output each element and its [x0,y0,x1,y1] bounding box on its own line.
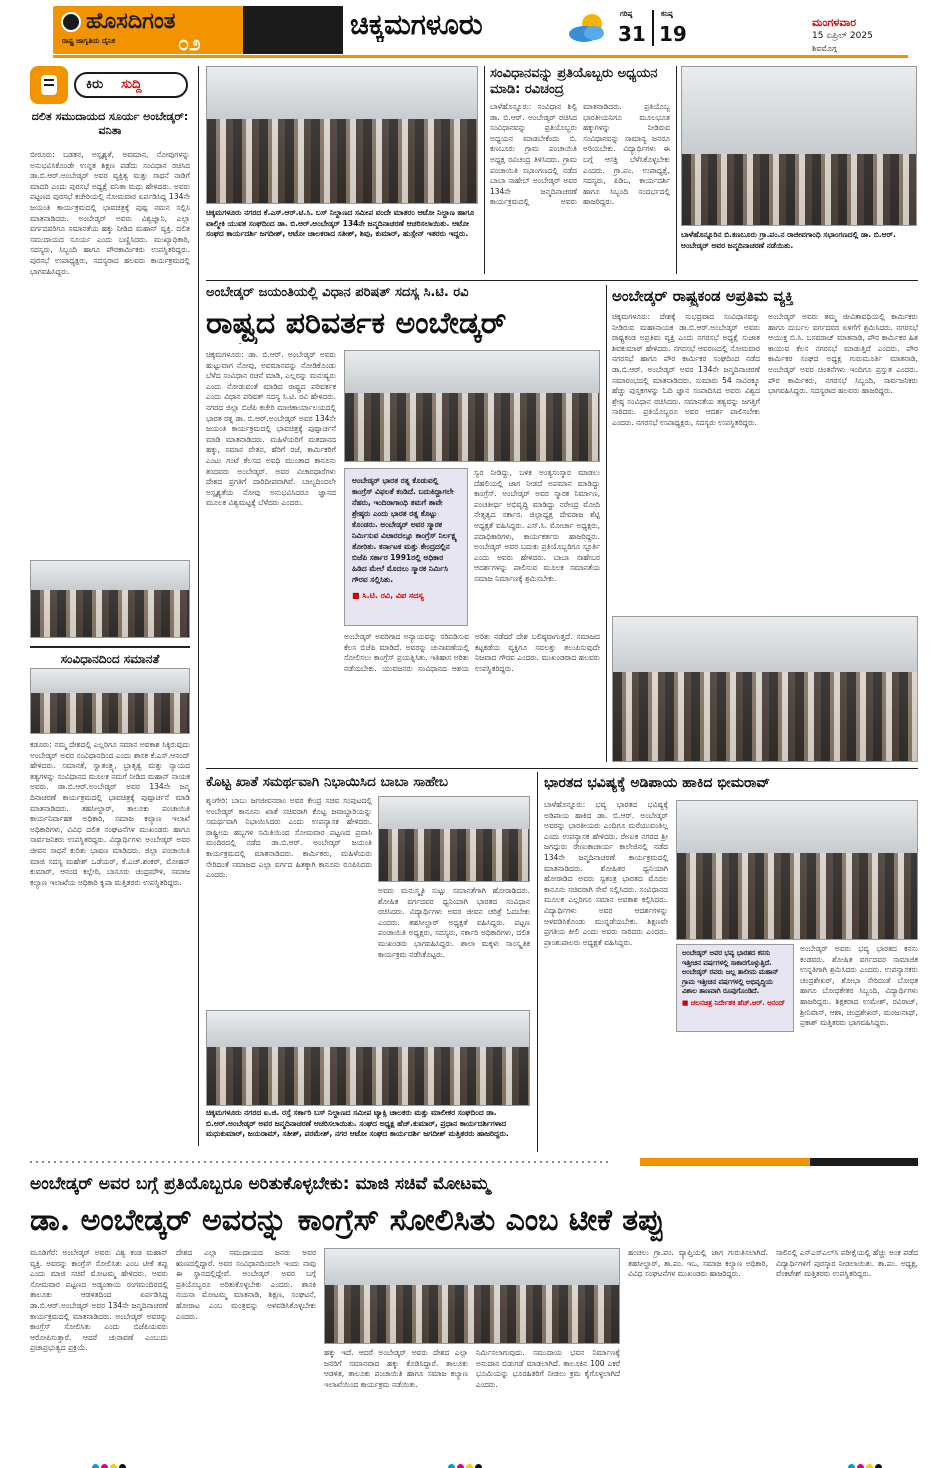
top-photo-caption: ಚಿಕ್ಕಮಗಳೂರು ನಗರದ ಕೆ.ಎಸ್.ಆರ್.ಟಿ.ಸಿ. ಬಸ್ ನಿಲ್ದಾಣದ ಸಮೀಪ ವಂದೇ ಮಾತರಂ ಆಟೋ ನಿಲ್ದಾಣ ಹಾಗೂ ವಾಲ್ಮೀಕಿ ಯುವಕ ಸಂಘದಿಂದ ಡಾ. ಬಿ.ಆರ್.ಅಂಬೇಡ್ಕರ್ 134ನೇ ಜನ್ಮದಿನಾಚರಣೆ ಆಚರಿಸಲಾಯಿತು. ಆಟೋ ಸಂಘದ ಕಾರ್ಯದರ್ಶಿ ಜಗದೀಶ್, ಆಟೋ ಚಾಲಕರಾದ ಸತೀಶ್, ಶಿವು, ಕುಮಾರ್, ಹುಸ್ಸೇನ್ ಇತರರು ಇದ್ದರು. [206,208,475,238]
lead-headline: ರಾಷ್ಟ್ರದ ಪರಿವರ್ತಕ ಅಂಬೇಡ್ಕರ್ [206,306,507,341]
black-dot [119,1464,126,1468]
lead-col1: ಚಿಕ್ಕಮಗಳೂರು: ಡಾ. ಬಿ.ಆರ್. ಅಂಬೇಡ್ಕರ್ ಅವರು ಹುಟ್ಟುವಾಗ ನೋವು, ಅವಮಾನವನ್ನು ನೋಡಿಕೊಂಡು ಬೆಳೆದ ಸಂವಿಧಾನ ರಚನೆ ಮಾಡಿ, ಎಲ್ಲರನ್ನು ಮನುಷ್ಯರು ಎಂದು ನೋಡುವಂತೆ ಮಾಡಿದ ರಾಷ್ಟ್ರದ ಪರಿವರ್ತಕ ಎಂದು ವಿಧಾನ ಪರಿಷತ್ ಸದಸ್ಯ ಸಿ.ಟಿ. ರವಿ ಹೇಳಿದರು. ನಗರದ ಜಿಲ್ಲಾ ಬಿಜೆಪಿ ಕಚೇರಿ ಮಾಜಿಕಾರ್ಯಾಲಯದಲ್ಲಿ ಭಾರತ ರತ್ನ ಡಾ. ಬಿ.ಆರ್.ಅಂಬೇಡ್ಕರ್ ಅವರ 134ನೇ ಜಯಂತಿ ಕಾರ್ಯಕ್ರಮದಲ್ಲಿ ಭಾವಚಿತ್ರಕ್ಕೆ ಪುಷ್ಪಾರ್ಚನೆ ಮಾಡಿ ಮಾತನಾಡಿದರು. ಮಹಿಳೆಯರಿಗೆ ಮತದಾನದ ಹಕ್ಕು, ಸಮಾನ ವೇತನ, ಹೆರಿಗೆ ರಜೆ, ಕಾರ್ಮಿಕರಿಗೆ ಎಂಟು ಗಂಟೆ ಕೆಲಸದ ಅವಧಿ ಮುಂತಾದ ಕಾನೂನು ತಂದವರು ಅಂಬೇಡ್ಕರ್. ಅವರ ವಿಚಾರಧಾರೆಗಳು ದೇಶದ ಪ್ರಗತಿಗೆ ದಾರಿದೀಪವಾಗಿವೆ. ಬಾಲ್ಯದಿಂದಲೇ ಅಸ್ಪೃಶ್ಯತೆಯ ನೋವು ಅನುಭವಿಸಿದರೂ ಜ್ಞಾನದ ಮೂಲಕ ವಿಶ್ವಮಟ್ಟಕ್ಕೆ ಬೆಳೆದರು ಎಂದರು. [206,350,336,508]
magenta-dot [457,1464,464,1468]
balehonnur-photo [681,66,917,226]
col-rule-4 [537,772,538,1152]
registration-dots-right [848,1456,884,1468]
cyan-dot [92,1464,99,1468]
bhimarao-quote: ಅಂಬೇಡ್ಕರ್ ಅವರ ಭವ್ಯ ಭಾರತದ ಕನಸು ಇತ್ತೀಚಿನ ವರ್ಷಗಳಲ್ಲಿ ಸಾಕಾರಗೊಳ್ಳುತ್ತಿದೆ. ಅಂಬೇಡ್ಕರ್ ರವರು ಜಲ್ಲ ತಾಲೀಮ ಮಹಾನ್ ಗ್ರಾಮ ಇತ್ತೀಚಿನ ವರ್ಷಗಳಲ್ಲಿ ಅಭಿವೃದ್ಧಿಯ ವಿಶಾಲ ತಾಣವಾಗಿ ರೂಪುಗೊಂಡಿದೆ. [682,949,779,996]
motamma-col5: ಹಂಚಲು ಗ್ರಾ.ಪಂ. ವ್ಯಾಪ್ತಿಯಲ್ಲಿ ಜಾಗ ಗುರುತಿಸಲಾಗಿದೆ. ತಹಸೀಲ್ದಾರ್, ತಾ.ಪಂ. ಇಒ, ಸಮಾಜ ಕಲ್ಯಾಣ ಅಧಿಕಾರಿ, ವಿವಿಧ ಸಂಘಟನೆಗಳ ಮುಖಂಡರು ಹಾಜರಿದ್ದರು. [628,1248,768,1279]
kirusuddi-label-b: ಸುದ್ದಿ [121,77,142,92]
masthead-dark-band [243,6,343,54]
lead-quote: ಅಂಬೇಡ್ಕರ್ ಭಾರತ ರತ್ನ ಕೊಡುವಲ್ಲಿ ಕಾಂಗ್ರೆಸ್ ವಿಫಲತೆ ಕಂಡಿದೆ. ಬದುಕಿದ್ದಾಗಲೇ ನೆಹರು, ಇಂದಿರಾಗಾಂಧಿ ತಮಗೆ ತಾವೇ ಶ್ರೇಷ್ಠರು ಎಂದು ಭಾರತ ರತ್ನ ಕೊಟ್ಟು ಕೊಂಡರು. ಅಂಬೇಡ್ಕರ್ ಅವರ ಸ್ಮಾರಕ ನಿರ್ಮಿಸುವ ವಿಚಾರದಲ್ಲೂ ಕಾಂಗ್ರೆಸ್ ನಿರ್ಲಕ್ಷ್ಯ ತೋರಿತು. ಕರ್ನಾಟಕ ಮತ್ತು ಕೇಂದ್ರದಲ್ಲಿನ ಬಿಜೆಪಿ ಸರ್ಕಾರ 1991ರಲ್ಲಿ ಅಧಿಕಾರ ಹಿಡಿದ ಮೇಲೆ ಮೊದಲು ಸ್ಮಾರಕ ನಿರ್ಮಿಸಿ ಗೌರವ ಸಲ್ಲಿಸಿತು. [352,476,457,584]
brief1-body: ಬೀರೂರು: ಬಡತನ, ಅಸ್ಪೃಶ್ಯತೆ, ಅವಮಾನ, ನೋವುಗಳನ್ನು ಅನುಭವಿಸಿಕೊಂಡೇ ಉನ್ನತ ಶಿಕ್ಷಣ ಪಡೆದು ಸಂವಿಧಾನ ರಚಿಸಿದ ಡಾ.ಬಿ.ಆರ್.ಅಂಬೇಡ್ಕರ್ ಅವರ ವ್ಯಕ್ತಿತ್ವ ಮತ್ತು ಸಾಧನೆ ನಾಡಿಗೆ ಮಾದರಿ ಎಂದು ಪುರಸಭೆ ಅಧ್ಯಕ್ಷೆ ವನಿತಾ ಮಧು ಹೇಳಿದರು. ಅವರು ಪಟ್ಟಣದ ಪುರಸಭೆ ಕಚೇರಿಯಲ್ಲಿ ಸೋಮವಾರ ಏರ್ಪಡಿಸಿದ್ದ 134ನೇ ಜಯಂತಿ ಕಾರ್ಯಕ್ರಮದಲ್ಲಿ ಭಾವಚಿತ್ರಕ್ಕೆ ಪುಷ್ಪ ನಮನ ಸಲ್ಲಿಸಿ ಮಾತನಾಡಿದರು. ಅಂಬೇಡ್ಕರ್ ಅವರು ವಿಶ್ವಜ್ಞಾನಿ, ಎಲ್ಲಾ ವರ್ಗದವರಿಗೂ ಸಮಾನತೆಯ ಹಕ್ಕು ನೀಡಿದ ಮಹಾನ್ ವ್ಯಕ್ತಿ. ದಲಿತ ಸಮುದಾಯದ ಸೂರ್ಯ ಎಂದು ಬಣ್ಣಿಸಿದರು. ಮುಖ್ಯಾಧಿಕಾರಿ, ಸದಸ್ಯರು, ಸಿಬ್ಬಂದಿ ಹಾಗೂ ಪೌರಕಾರ್ಮಿಕರು ಉಪಸ್ಥಿತರಿದ್ದರು. ಪುರಸಭೆ ಉಪಾಧ್ಯಕ್ಷರು, ಸದಸ್ಯರಾದ ಹಲವರು ಕಾರ್ಯಕ್ರಮದಲ್ಲಿ ಭಾಗವಹಿಸಿದ್ದರು. [30,150,190,276]
cyan-dot [848,1464,855,1468]
lead-kicker: ಅಂಬೇಡ್ಕರ್ ಜಯಂತಿಯಲ್ಲಿ ವಿಧಾನ ಪರಿಷತ್ ಸದಸ್ಯ ಸಿ.ಟಿ. ರವಿ [206,285,469,300]
rashtrakanda-col1: ಚಿಕ್ಕಮಗಳೂರು: ದೇಶಕ್ಕೆ ಸುಭದ್ರವಾದ ಸಂವಿಧಾನವನ್ನು ನೀಡಿರುವ ಮಹಾನಾಯಕ ಡಾ.ಬಿ.ಆರ್.ಅಂಬೇಡ್ಕರ್ ಅವರು ರಾಷ್ಟ್ರಕಂಡ ಅಪ್ರತಿಮ ವ್ಯಕ್ತಿ ಎಂದು ನಗರಸಭೆ ಅಧ್ಯಕ್ಷೆ ಸುಜಾತ ಶಿವಕುಮಾರ್ ಹೇಳಿದರು. ನಗರಸಭೆ ಆವರಣದಲ್ಲಿ ಸೋಮವಾರ ನಗರಸಭೆ ಹಾಗೂ ಪೌರ ಕಾರ್ಮಿಕರ ಸಂಘದಿಂದ ನಡೆದ ಡಾ.ಬಿ.ಆರ್. ಅಂಬೇಡ್ಕರ್ ಅವರ 134ನೇ ಜನ್ಮದಿನಾಚರಣೆ ಸಮಾರಂಭದಲ್ಲಿ ಮಾತನಾಡಿದರು. ಸುಮಾರು 54 ಸಾವಿರಕ್ಕೂ ಹೆಚ್ಚು ಪುಸ್ತಕಗಳನ್ನು ಓದಿ ಜ್ಞಾನ ಸಂಪಾದಿಸಿದ ಅವರು ವಿಶ್ವದ ಶ್ರೇಷ್ಠ ಸಂವಿಧಾನ ರಚಿಸಿದರು. ಸಮಾನತೆಯ ತತ್ವವನ್ನು ಜಗತ್ತಿಗೆ ಸಾರಿದರು. ಪ್ರತಿಯೊಬ್ಬರೂ ಅವರ ಆದರ್ಶ ಪಾಲಿಸಬೇಕು ಎಂದರು. ನಗರಸಭೆ ಉಪಾಧ್ಯಕ್ಷರು, ಸದಸ್ಯರು ಉಪಸ್ಥಿತರಿದ್ದರು. [612,312,760,427]
row-rule-1 [206,280,918,281]
brief2-title: ಸಂವಿಧಾನದಿಂದ ಸಮಾನತೆ [30,646,190,667]
motamma-headline: ಡಾ. ಅಂಬೇಡ್ಕರ್ ಅವರನ್ನು ಕಾಂಗ್ರೆಸ್ ಸೋಲಿಸಿತು ಎಂಬ ಟೀಕೆ ತಪ್ಪು [30,1203,665,1238]
motamma-band-orange [640,1158,810,1166]
cyan-dot [448,1464,455,1468]
edition-label: ಶಿವಮೊಗ್ಗ [812,44,837,53]
col-rule-2 [676,66,677,274]
brand-logo-icon [61,12,81,32]
weather-sun-cloud-icon [568,12,610,44]
registration-dots-center [448,1456,484,1468]
bhimarao-quote-by: ■ ಚಲನಚಿತ್ರ ನಿರ್ದೇಶಕ ಹೆಚ್.ಆರ್. ಆನಂದ್ [682,998,786,1007]
motamma-band-dark [810,1158,918,1166]
weather-max: 31 [618,22,646,46]
black-dot [475,1464,482,1468]
bhimarao-photo [676,800,918,940]
weather-divider [652,10,654,46]
registration-dots-left [92,1456,128,1468]
baba-headline: ಕೊಟ್ಟ ಖಾತೆ ಸಮರ್ಥವಾಗಿ ನಿಭಾಯಿಸಿದ ಬಾಬಾ ಸಾಹೇಬ [206,774,449,790]
lead-col2: ಸ್ವರ ನೀಡಿದ್ದು, ಬಳಿಕ ಅಂತ್ಯಸಂಸ್ಕಾರ ಮಾಡಲು ದೆಹಲಿಯಲ್ಲಿ ಜಾಗ ನೀಡದೆ ಅಪಮಾನ ಮಾಡಿದ್ದು ಕಾಂಗ್ರೆಸ್. ಅಂಬೇಡ್ಕರ್ ಅವರ ಸ್ಮಾರಕ ನಿರ್ಮಾಣ, ಪಂಚತೀರ್ಥ ಅಭಿವೃದ್ಧಿ ಮಾಡಿದ್ದು ನರೇಂದ್ರ ಮೋದಿ ನೇತೃತ್ವದ ಸರ್ಕಾರ. ಜಿಲ್ಲಾಧ್ಯಕ್ಷ ದೇವರಾಜ ಶೆಟ್ಟಿ ಅಧ್ಯಕ್ಷತೆ ವಹಿಸಿದ್ದರು. ಎಸ್.ಸಿ. ಮೋರ್ಚಾ ಅಧ್ಯಕ್ಷರು, ಪದಾಧಿಕಾರಿಗಳು, ಕಾರ್ಯಕರ್ತರು ಹಾಜರಿದ್ದರು. ಅಂಬೇಡ್ಕರ್ ಅವರ ಬದುಕು ಪ್ರತಿಯೊಬ್ಬರಿಗೂ ಸ್ಫೂರ್ತಿ ಎಂದು ಅವರು ಹೇಳಿದರು. ಬಾಬಾ ಸಾಹೇಬರ ಆದರ್ಶಗಳನ್ನು ಪಾಲಿಸುವ ಮೂಲಕ ಸಮಾನತೆಯ ಸಮಾಜ ನಿರ್ಮಾಣಕ್ಕೆ ಶ್ರಮಿಸಬೇಕು. [474,468,600,583]
day-label: ಮಂಗಳವಾರ [812,16,857,29]
masthead [0,0,945,62]
taxi-photo [206,1010,530,1106]
col-rule-3 [606,285,607,762]
baba-col2: ಅವರು ಮನುಸ್ಮೃತಿ ಸುಟ್ಟು ಸಮಾನತೆಗಾಗಿ ಹೋರಾಡಿದರು. ಶೋಷಿತ ವರ್ಗದವರ ಧ್ವನಿಯಾಗಿ ಭಾರತದ ಸಂವಿಧಾನ ರಚಿಸಿದರು. ವಿದ್ಯಾರ್ಥಿಗಳು ಅವರ ಜೀವನ ಚರಿತ್ರೆ ಓದಬೇಕು ಎಂದರು. ತಹಸೀಲ್ದಾರ್ ಅಧ್ಯಕ್ಷತೆ ವಹಿಸಿದ್ದರು. ಪಟ್ಟಣ ಪಂಚಾಯಿತಿ ಅಧ್ಯಕ್ಷರು, ಸದಸ್ಯರು, ಸರ್ಕಾರಿ ಅಧಿಕಾರಿಗಳು, ದಲಿತ ಮುಖಂಡರು ಭಾಗವಹಿಸಿದ್ದರು. ಶಾಲಾ ಮಕ್ಕಳು ಸಾಂಸ್ಕೃತಿಕ ಕಾರ್ಯಕ್ರಮ ನಡೆಸಿಕೊಟ್ಟರು. [378,886,530,959]
bhimarao-col2: ಅಂಬೇಡ್ಕರ್ ಅವರು ಭವ್ಯ ಭಾರತದ ಕನಸು ಕಂಡವರು. ಶೋಷಿತ ವರ್ಗದವರ ಸಾಮಾಜಿಕ ಉನ್ನತಿಗಾಗಿ ಶ್ರಮಿಸಿದರು ಎಂದರು. ಉಪನ್ಯಾಸಕರು ಚಂದ್ರಶೇಖರ್, ಶೋಭಾ ಸೇರಿದಂತೆ ಬೋಧಕ ಹಾಗೂ ಬೋಧಕೇತರ ಸಿಬ್ಬಂದಿ, ವಿದ್ಯಾರ್ಥಿಗಳು ಹಾಜರಿದ್ದರು. ಶಿಕ್ಷಕರಾದ ಉಮೇಶ್, ರವಿರಾಜ್, ಶ್ರೀನಿವಾಸ್, ಆಶಾ, ಚಂದ್ರಶೇಖರ್, ಮಂಜುನಾಥ್, ಪ್ರಕಾಶ್ ಮತ್ತಿತರರು ಭಾಗವಹಿಸಿದ್ದರು. [800,944,918,1028]
speech-hand-icon [30,66,68,104]
date-label: 15 ಏಪ್ರಿಲ್ 2025 [812,31,873,41]
rashtrakanda-col2: ಅಂಬೇಡ್ಕರ್ ಅವರು ತಮ್ಮ ಜೀವಿತಾವಧಿಯಲ್ಲಿ ಕಾರ್ಮಿಕರು ಹಾಗೂ ದುರ್ಬಲ ವರ್ಗದವರ ಏಳಿಗೆಗೆ ಶ್ರಮಿಸಿದರು. ನಗರಸಭೆ ಆಯುಕ್ತ ಬಿ.ಸಿ. ಬಸವರಾಜ್ ಮಾತನಾಡಿ, ಪೌರ ಕಾರ್ಮಿಕರ ಹಿತ ಕಾಯುವ ಕೆಲಸ ನಗರಸಭೆ ಮಾಡುತ್ತಿದೆ ಎಂದರು. ಪೌರ ಕಾರ್ಮಿಕರ ಸಂಘದ ಅಧ್ಯಕ್ಷ ಗುರುಮೂರ್ತಿ ಮಾತನಾಡಿ, ಅಂಬೇಡ್ಕರ್ ಅವರ ಚಿಂತನೆಗಳು ಇಂದಿಗೂ ಪ್ರಸ್ತುತ ಎಂದರು. ಪೌರ ಕಾರ್ಮಿಕರು, ನಗರಸಭೆ ಸಿಬ್ಬಂದಿ, ಸಾರ್ವಜನಿಕರು ಭಾಗವಹಿಸಿದ್ದರು. ಸದಸ್ಯರಾದ ಹಲವರು ಹಾಜರಿದ್ದರು. [768,312,918,396]
top-photo [206,66,478,204]
magenta-dot [857,1464,864,1468]
yellow-dot [866,1464,873,1468]
motamma-col2: ದೇಶದ ಎಲ್ಲಾ ಸಮುದಾಯದ ಜನರು ಅವರ ಋಣದಲ್ಲಿದ್ದಾರೆ. ಅವರ ಸಂವಿಧಾನದಿಂದಲೇ ಇಂದು ನಾವು ಈ ಸ್ಥಾನದಲ್ಲಿದ್ದೇವೆ. ಅಂಬೇಡ್ಕರ್ ಅವರ ಬಗ್ಗೆ ಪ್ರತಿಯೊಬ್ಬರೂ ಅರಿತುಕೊಳ್ಳಬೇಕು ಎಂದರು. ಶಾಸಕಿ ನಯನಾ ಮೋಟಮ್ಮ ಮಾತನಾಡಿ, ಶಿಕ್ಷಣ, ಸಂಘಟನೆ, ಹೋರಾಟ ಎಂಬ ಮಂತ್ರವನ್ನು ಅಳವಡಿಸಿಕೊಳ್ಳಬೇಕು ಎಂದರು. [176,1248,316,1321]
black-dot [875,1464,882,1468]
motamma-band-dots [30,1161,610,1163]
lead-quote-by: ■ ಸಿ.ಟಿ. ರವಿ, ವಿಪ ಸದಸ್ಯ [352,591,424,600]
ravichandra-headline: ಸಂವಿಧಾನವನ್ನು ಪ್ರತಿಯೊಬ್ಬರು ಅಧ್ಯಯನ ಮಾಡಿ: ರವಿಚಂದ್ರ [490,66,658,97]
baba-photo [378,796,530,882]
masthead-orange-rule [53,55,908,58]
bhimarao-headline: ಭಾರತದ ಭವಿಷ್ಯಕ್ಕೆ ಅಡಿಪಾಯ ಹಾಕಿದ ಭೀಮರಾವ್ [544,775,770,791]
bhimarao-col1: ಬಾಳೆಹೊನ್ನೂರು: ಭವ್ಯ ಭಾರತದ ಭವಿಷ್ಯಕ್ಕೆ ಅಡಿಪಾಯ ಹಾಕಿದ ಡಾ. ಬಿ.ಆರ್. ಅಂಬೇಡ್ಕರ್ ಅವರನ್ನು ಭಾರತೀಯರು ಎಂದಿಗೂ ಮರೆಯುವಂತಿಲ್ಲ ಎಂದು ಉಪನ್ಯಾಸಕ ಹೇಳಿದರು. ರೇಣುಕ ನಗರದ ಶ್ರೀ ಜಗದ್ಗುರು ರೇಣುಕಾಚಾರ್ಯ ಕಾಲೇಜಿನಲ್ಲಿ ನಡೆದ 134ನೇ ಜನ್ಮದಿನಾಚರಣೆ ಕಾರ್ಯಕ್ರಮದಲ್ಲಿ ಮಾತನಾಡಿದರು. ಶೋಷಿತರ ಧ್ವನಿಯಾಗಿ ಹೋರಾಡಿದ ಅವರು ಸ್ವತಂತ್ರ ಭಾರತದ ಮೊದಲ ಕಾನೂನು ಸಚಿವರಾಗಿ ಸೇವೆ ಸಲ್ಲಿಸಿದರು. ಸಂವಿಧಾನದ ಮೂಲಕ ಎಲ್ಲರಿಗೂ ಸಮಾನ ಅವಕಾಶ ಕಲ್ಪಿಸಿದರು. ವಿದ್ಯಾರ್ಥಿಗಳು ಅವರ ಆದರ್ಶಗಳನ್ನು ಅಳವಡಿಸಿಕೊಂಡು ಮುನ್ನಡೆಯಬೇಕು. ಶಿಕ್ಷಣವೇ ಪ್ರಗತಿಯ ಕೀಲಿ ಎಂದು ಅವರು ಸಾರಿದರು ಎಂದರು. ಪ್ರಾಂಶುಪಾಲರು ಅಧ್ಯಕ್ಷತೆ ವಹಿಸಿದ್ದರು. [544,800,668,947]
motamma-band [30,1158,918,1166]
motamma-col1: ಮೂಡಿಗೆರೆ: ಅಂಬೇಡ್ಕರ್ ಅವರು ವಿಶ್ವ ಕಂಡ ಮಹಾನ್ ವ್ಯಕ್ತಿ. ಅವರನ್ನು ಕಾಂಗ್ರೆಸ್ ಸೋಲಿಸಿತು ಎಂಬ ಟೀಕೆ ತಪ್ಪು ಎಂದು ಮಾಜಿ ಸಚಿವೆ ಮೋಟಮ್ಮ ಹೇಳಿದರು. ಅವರು ಸೋಮವಾರ ಪಟ್ಟಣದ ಅಡ್ಯಂತಾಯ ರಂಗಮಂದಿರದಲ್ಲಿ ತಾಲೂಕು ಆಡಳಿತದಿಂದ ಏರ್ಪಡಿಸಿದ್ದ ಡಾ.ಬಿ.ಆರ್.ಅಂಬೇಡ್ಕರ್ ಅವರ 134ನೇ ಜನ್ಮದಿನಾಚರಣೆ ಕಾರ್ಯಕ್ರಮದಲ್ಲಿ ಮಾತನಾಡಿದರು. ಅಂಬೇಡ್ಕರ್ ಅವರನ್ನು ಕಾಂಗ್ರೆಸ್ ಸೋಲಿಸಿತು ಎಂದು ಬಿಜೆಪಿಯವರು ಆರೋಪಿಸುತ್ತಾರೆ. ಆದರೆ ಚುನಾವಣೆ ಎಂಬುದು ಪ್ರಜಾಪ್ರಭುತ್ವದ ಪ್ರಕ್ರಿಯೆ. [30,1248,168,1353]
lead-quote-box [344,468,468,626]
magenta-dot [101,1464,108,1468]
lead-col3: ಅಂಬೇಡ್ಕರ್ ಅವರಿಗಾದ ಅನ್ಯಾಯವನ್ನು ಸರಿಪಡಿಸುವ ಕೆಲಸ ಬಿಜೆಪಿ ಮಾಡಿದೆ. ಅವರನ್ನು ಚುನಾವಣೆಯಲ್ಲಿ ಸೋಲಿಸಲು ಕಾಂಗ್ರೆಸ್ ಪ್ರಯತ್ನಿಸಿತು. ಇತಿಹಾಸ ಅರಿತು ನಡೆಯಬೇಕು. ಯುವಜನರು ಸಂವಿಧಾನದ ಆಶಯ ಅರಿತು ನಡೆದರೆ ದೇಶ ಬಲಿಷ್ಠವಾಗುತ್ತದೆ. ಸಮಾಜದ ಕಟ್ಟಕಡೆಯ ವ್ಯಕ್ತಿಗೂ ಸವಲತ್ತು ತಲುಪಿಸುವುದೇ ನಿಜವಾದ ಗೌರವ ಎಂದರು. ಮುಖಂಡರಾದ ಹಲವರು ಉಪಸ್ಥಿತರಿದ್ದರು. [344,632,600,673]
bhimarao-col1b [676,1036,794,1152]
motamma-col4: ನಿರ್ಮಿಸಲಾಗುವುದು. ಸಮುದಾಯ ಭವನ ನಿರ್ಮಾಣಕ್ಕೆ ಅನುದಾನ ಬಿಡುಗಡೆ ಮಾಡಲಾಗಿದೆ. ತಾಲೂಕಿನ 100 ಎಕರೆ ಭೂಮಿಯನ್ನು ಭೂರಹಿತರಿಗೆ ನೀಡಲು ಕ್ರಮ ಕೈಗೊಳ್ಳಲಾಗಿದೆ ಎಂದರು. [476,1348,620,1389]
yellow-dot [110,1464,117,1468]
yellow-dot [466,1464,473,1468]
brief2-body: ಕಡೂರು: ನಮ್ಮ ದೇಶದಲ್ಲಿ ಎಲ್ಲರಿಗೂ ಸಮಾನ ಅವಕಾಶ ಸಿಕ್ಕಿರುವುದು ಅಂಬೇಡ್ಕರ್ ಅವರ ಸಂವಿಧಾನದಿಂದ ಎಂದು ಶಾಸಕ ಕೆ.ಎಸ್.ಆನಂದ್ ಹೇಳಿದರು. ಸಮಾನತೆ, ಸ್ವಾತಂತ್ರ್ಯ, ಭ್ರಾತೃತ್ವ ಮತ್ತು ನ್ಯಾಯದ ತತ್ವಗಳನ್ನು ಸಂವಿಧಾನದ ಮೂಲಕ ನಮಗೆ ನೀಡಿದ ಮಹಾನ್ ನಾಯಕ ಅವರು. ಡಾ.ಬಿ.ಆರ್.ಅಂಬೇಡ್ಕರ್ ಅವರ 134ನೇ ಜನ್ಮ ದಿನಾಚರಣೆ ಕಾರ್ಯಕ್ರಮದಲ್ಲಿ ಭಾವಚಿತ್ರಕ್ಕೆ ಪುಷ್ಪಾರ್ಚನೆ ಮಾಡಿ ಮಾತನಾಡಿದರು. ತಹಸೀಲ್ದಾರ್, ತಾಲೂಕು ಪಂಚಾಯಿತಿ ಕಾರ್ಯನಿರ್ವಾಹಕ ಅಧಿಕಾರಿ, ಸಮಾಜ ಕಲ್ಯಾಣ ಇಲಾಖೆ ಅಧಿಕಾರಿಗಳು, ವಿವಿಧ ದಲಿತ ಸಂಘಟನೆಗಳ ಮುಖಂಡರು ಹಾಗೂ ಸಾರ್ವಜನಿಕರು ಉಪಸ್ಥಿತರಿದ್ದರು. ವಿದ್ಯಾರ್ಥಿಗಳು ಅಂಬೇಡ್ಕರ್ ಅವರ ಜೀವನ ಸಾಧನೆ ಕುರಿತು ಭಾಷಣ ಮಾಡಿದರು. ಜಿಲ್ಲಾ ಪಂಚಾಯಿತಿ ಮಾಜಿ ಸದಸ್ಯ ಮಹೇಶ್ ಒಡೆಯರ್, ಕೆ.ಎಚ್.ಶಂಕರ್, ಮೋಹನ್ ಕುಮಾರ್, ಆನಂದ ಕಲ್ಲೇರಿ, ಬಾಸೂರು ಚಂದ್ರಮೌಳಿ, ಸಮಾಜ ಕಲ್ಯಾಣ ಇಲಾಖೆಯ ಅಧಿಕಾರಿ ಕೃಪಾ ಮತ್ತಿತರರು ಉಪಸ್ಥಿತರಿದ್ದರು. [30,740,190,887]
brand-tagline: ರಾಷ್ಟ್ರ ಜಾಗೃತಿಯ ದೈನಿಕ [62,37,115,45]
motamma-col3: ಹಕ್ಕು ಇದೆ. ಆದರೆ ಅಂಬೇಡ್ಕರ್ ಅವರು ದೇಶದ ಎಲ್ಲಾ ಜನರಿಗೆ ಸಮಾನವಾದ ಹಕ್ಕು ಕೊಡಿಸಿದ್ದಾರೆ. ತಾಲೂಕು ಆಡಳಿತ, ತಾಲೂಕು ಪಂಚಾಯಿತಿ ಹಾಗೂ ಸಮಾಜ ಕಲ್ಯಾಣ ಇಲಾಖೆಯಿಂದ ಕಾರ್ಯಕ್ರಮ ನಡೆಯಿತು. [324,1348,468,1389]
motamma-photo [324,1248,620,1344]
row-rule-2 [206,768,918,769]
kirusuddi-banner [30,66,188,104]
rashtrakanda-photo [612,616,918,762]
col-rule-1 [484,66,485,274]
brief2-photo [30,668,190,734]
motamma-kicker: ಅಂಬೇಡ್ಕರ್ ಅವರ ಬಗ್ಗೆ ಪ್ರತಿಯೊಬ್ಬರೂ ಅರಿತುಕೊಳ್ಳಬೇಕು: ಮಾಜಿ ಸಚಿವೆ ಮೋಟಮ್ಮ [30,1174,490,1194]
brief1-title: ದಲಿತ ಸಮುದಾಯದ ಸೂರ್ಯ ಅಂಬೇಡ್ಕರ್: ವನಿತಾ [31,110,189,137]
taxi-caption: ಚಿಕ್ಕಮಗಳೂರು ನಗರದ ಐ.ಜಿ. ರಸ್ತೆ ಸರ್ಕಾರಿ ಬಸ್ ನಿಲ್ದಾಣದ ಸಮೀಪ ಟ್ಯಾಕ್ಸಿ ಚಾಲಕರು ಮತ್ತು ಮಾಲೀಕರ ಸಂಘದಿಂದ ಡಾ. ಬಿ.ಆರ್.ಅಂಬೇಡ್ಕರ್ ಅವರ ಜನ್ಮದಿನಾಚರಣೆ ಆಚರಿಸಲಾಯಿತು. ಸಂಘದ ಅಧ್ಯಕ್ಷ ಹೆಚ್.ಕುಮಾರ್, ಪ್ರಧಾನ ಕಾರ್ಯದರ್ಶಿಗಳಾದ ಮಧುಕುಮಾರ್, ಜಯರಾಮ್, ಸತೀಶ್, ಪರಮೇಶ್, ನಗರ ಆಟೋ ಸಂಘದ ಕಾರ್ಯದರ್ಶಿ ಜಗದೀಶ್ ಮತ್ತಿತರರು ಹಾಜರಿದ್ದರು. [206,1108,509,1138]
brand-name: ಹೊಸದಿಗಂತ [86,8,176,34]
page-number: ೦೨ [178,31,201,55]
ravichandra-body: ಬಾಳೆಹೊನ್ನೂರು: ಸಂವಿಧಾನ ಶಿಲ್ಪಿ ಡಾ. ಬಿ.ಆರ್. ಅಂಬೇಡ್ಕರ್ ರಚಿಸಿದ ಸಂವಿಧಾನವನ್ನು ಪ್ರತಿಯೊಬ್ಬರು ಅಧ್ಯಯನ ಮಾಡಬೇಕೆಂದು ಬಿ. ಕಣಬೂರು ಗ್ರಾಮ ಪಂಚಾಯಿತಿ ಅಧ್ಯಕ್ಷ ರವಿಚಂದ್ರ ತಿಳಿಸಿದರು. ಗ್ರಾಮ ಪಂಚಾಯಿತಿ ಸಭಾಂಗಣದಲ್ಲಿ ನಡೆದ ಬಾಬಾ ಸಾಹೇಬ್ ಅಂಬೇಡ್ಕರ್ ಅವರ 134ನೇ ಜನ್ಮದಿನಾಚರಣೆ ಕಾರ್ಯಕ್ರಮದಲ್ಲಿ ಅವರು ಮಾತನಾಡಿದರು. ಪ್ರತಿಯೊಬ್ಬ ಭಾರತೀಯನಿಗೂ ಮೂಲಭೂತ ಹಕ್ಕುಗಳನ್ನು ನೀಡಿರುವ ಸಂವಿಧಾನವನ್ನು ಸಾಮಾನ್ಯ ಜನರೂ ಅರಿಯಬೇಕು. ವಿದ್ಯಾರ್ಥಿಗಳು ಈ ಬಗ್ಗೆ ಆಸಕ್ತಿ ಬೆಳೆಸಿಕೊಳ್ಳಬೇಕು ಎಂದರು. ಗ್ರಾ.ಪಂ. ಉಪಾಧ್ಯಕ್ಷೆ, ಸದಸ್ಯರು, ಪಿಡಿಒ, ಕಾರ್ಯದರ್ಶಿ ಹಾಗೂ ಸಿಬ್ಬಂದಿ ಸಂದರ್ಭದಲ್ಲಿ ಹಾಜರಿದ್ದರು. [490,102,670,207]
bhimarao-quote-box [676,944,794,1032]
motamma-col6: ಸಾಲಿನಲ್ಲಿ ಎಸ್‌ಎಸ್‌ಎಲ್‌ಸಿ ಪರೀಕ್ಷೆಯಲ್ಲಿ ಹೆಚ್ಚು ಅಂಕ ಪಡೆದ ವಿದ್ಯಾರ್ಥಿಗಳಿಗೆ ಪುರಸ್ಕಾರ ನೀಡಲಾಯಿತು. ತಾ.ಪಂ. ಅಧ್ಯಕ್ಷ, ವೆಂಕಟೇಶ್ ಮತ್ತಿತರರು ಉಪಸ್ಥಿತರಿದ್ದರು. [776,1248,918,1279]
weather-max-label: ಗರಿಷ್ಠ [620,10,633,18]
lead-photo [344,350,600,462]
weather-min-label: ಕನಿಷ್ಠ [661,10,673,18]
baba-col1: ಶೃಂಗೇರಿ: ಬಾಬು ಜಗಜೀವನರಾಂ ಅವರ ಕೇಂದ್ರ ಸಚಿವ ಸಂಪುಟದಲ್ಲಿ ಅಂಬೇಡ್ಕರ್ ಕಾನೂನು ಖಾತೆ ಸಚಿವರಾಗಿ ಕೊಟ್ಟ ಜವಾಬ್ದಾರಿಯನ್ನು ಸಮರ್ಥವಾಗಿ ನಿಭಾಯಿಸಿದರು ಎಂದು ಉಪನ್ಯಾಸಕ ಹೇಳಿದರು. ರಾಷ್ಟ್ರೀಯ ಹಬ್ಬಗಳ ಸಮಿತಿಯಿಂದ ಸೋಮವಾರ ಪಟ್ಟಣದ ಪ್ರವಾಸಿ ಮಂದಿರದಲ್ಲಿ ನಡೆದ ಡಾ.ಬಿ.ಆರ್. ಅಂಬೇಡ್ಕರ್ ಜಯಂತಿ ಕಾರ್ಯಕ್ರಮದಲ್ಲಿ ಮಾತನಾಡಿದರು. ಕಾರ್ಮಿಕರು, ಮಹಿಳೆಯರು ಸೇರಿದಂತೆ ಸಮಾಜದ ಎಲ್ಲಾ ವರ್ಗದ ಹಿತಕ್ಕಾಗಿ ಕಾನೂನು ರೂಪಿಸಿದರು ಎಂದರು. [206,796,372,880]
city-name: ಚಿಕ್ಕಮಗಳೂರು [350,8,483,41]
rashtrakanda-headline: ಅಂಬೇಡ್ಕರ್ ರಾಷ್ಟ್ರಕಂಡ ಅಪ್ರತಿಮ ವ್ಯಕ್ತಿ [612,287,794,305]
weather-min: 19 [659,22,687,46]
brief1-photo [30,560,190,638]
left-column-rule [198,66,199,1146]
balehonnur-caption: ಬಾಳೆಹೊನ್ನೂರಿನ ಬಿ.ಕಣಬೂರು ಗ್ರಾ.ಪಂ.ನ ರಾಜೀವಗಾಂಧಿ ಸಭಾಂಗಣದಲ್ಲಿ ಡಾ. ಬಿ.ಆರ್. ಅಂಬೇಡ್ಕರ್ ಅವರ ಜನ್ಮದಿನಾಚರಣೆ ನಡೆಯಿತು. [681,230,896,250]
kirusuddi-label-a: ಕಿರು [86,77,104,92]
